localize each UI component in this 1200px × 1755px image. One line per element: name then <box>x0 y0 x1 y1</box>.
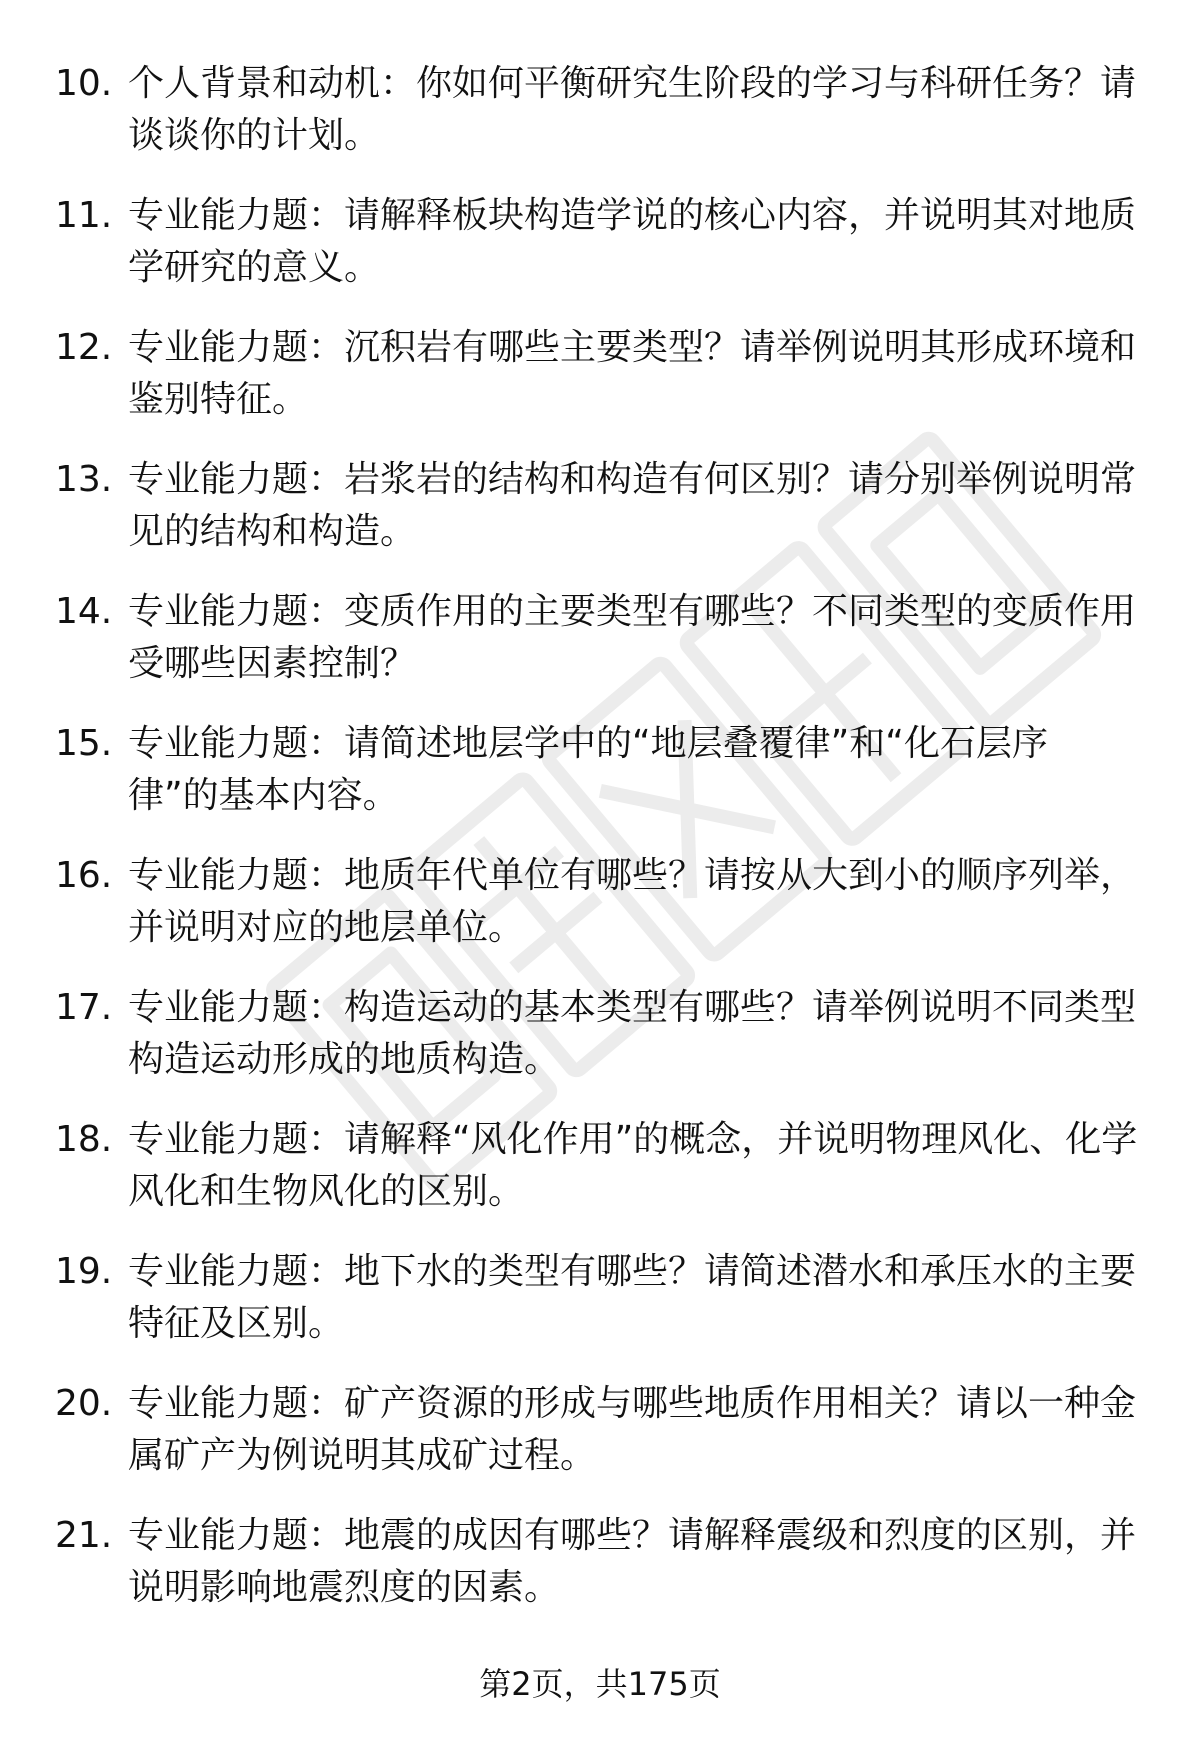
question-number: 11. <box>55 195 113 236</box>
question-number: 13. <box>55 459 113 500</box>
question-text: 专业能力题：地质年代单位有哪些？请按从大到小的顺序列举，并说明对应的地层单位。 <box>128 855 1137 948</box>
question-item <box>0 454 1200 586</box>
question-item <box>0 1510 1200 1642</box>
question-item <box>0 586 1200 718</box>
question-text: 专业能力题：矿产资源的形成与哪些地质作用相关？请以一种金属矿产为例说明其成矿过程。 <box>128 1383 1137 1476</box>
question-item <box>0 718 1200 850</box>
question-text: 专业能力题：请简述地层学中的“地层叠覆律”和“化石层序律”的基本内容。 <box>128 723 1048 816</box>
question-list <box>0 58 1200 1642</box>
question-text: 专业能力题：岩浆岩的结构和构造有何区别？请分别举例说明常见的结构和构造。 <box>128 459 1137 552</box>
question-number: 21. <box>55 1515 113 1556</box>
question-item <box>0 1378 1200 1510</box>
question-text: 专业能力题：沉积岩有哪些主要类型？请举例说明其形成环境和鉴别特征。 <box>128 327 1137 420</box>
question-item <box>0 1246 1200 1378</box>
question-item <box>0 1114 1200 1246</box>
question-number: 12. <box>55 327 113 368</box>
question-number: 17. <box>55 987 113 1028</box>
question-text: 专业能力题：构造运动的基本类型有哪些？请举例说明不同类型构造运动形成的地质构造。 <box>128 987 1137 1080</box>
question-text: 专业能力题：请解释“风化作用”的概念，并说明物理风化、化学风化和生物风化的区别。 <box>128 1119 1138 1212</box>
question-number: 14. <box>55 591 113 632</box>
question-item <box>0 850 1200 982</box>
question-number: 15. <box>55 723 113 764</box>
question-text: 专业能力题：请解释板块构造学说的核心内容，并说明其对地质学研究的意义。 <box>128 195 1137 288</box>
question-number: 20. <box>55 1383 113 1424</box>
page-number-footer: 第2页，共175页 <box>479 1665 721 1703</box>
question-number: 16. <box>55 855 113 896</box>
question-item <box>0 58 1200 190</box>
question-item <box>0 190 1200 322</box>
question-item <box>0 982 1200 1114</box>
question-number: 18. <box>55 1119 113 1160</box>
question-number: 10. <box>55 63 113 104</box>
question-text: 专业能力题：地震的成因有哪些？请解释震级和烈度的区别，并说明影响地震烈度的因素。 <box>128 1515 1137 1608</box>
question-text: 个人背景和动机：你如何平衡研究生阶段的学习与科研任务？请谈谈你的计划。 <box>128 63 1137 156</box>
question-item <box>0 322 1200 454</box>
question-text: 专业能力题：变质作用的主要类型有哪些？不同类型的变质作用受哪些因素控制？ <box>128 591 1137 684</box>
question-number: 19. <box>55 1251 113 1292</box>
question-text: 专业能力题：地下水的类型有哪些？请简述潜水和承压水的主要特征及区别。 <box>128 1251 1137 1344</box>
